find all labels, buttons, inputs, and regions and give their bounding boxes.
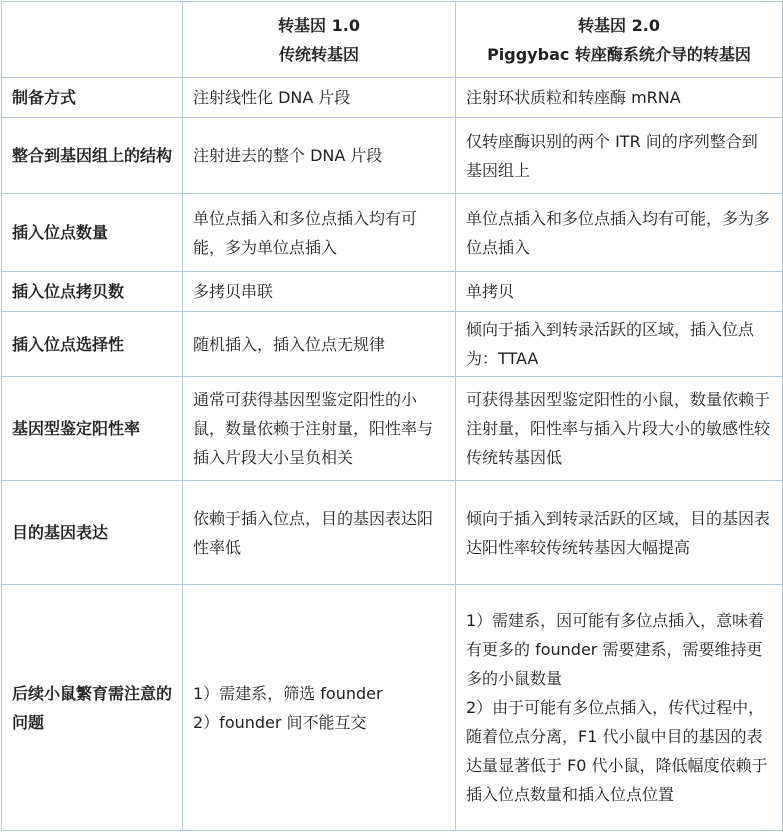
cell-transgenic-2: 单拷贝 [456, 272, 783, 312]
cell-transgenic-1 [183, 585, 456, 831]
cell-transgenic-1: 单位点插入和多位点插入均有可能，多为单位点插入 [183, 194, 456, 272]
cell-transgenic-1: 多拷贝串联 [183, 272, 456, 312]
row-label: 插入位点数量 [2, 194, 183, 272]
header-transgenic-2-subtitle: Piggybac 转座酶系统介导的转基因 [487, 44, 751, 64]
cell-transgenic-2: 单位点插入和多位点插入均有可能，多为多位点插入 [456, 194, 783, 272]
table-row [2, 78, 783, 118]
cell-transgenic-2: 倾向于插入到转录活跃的区域，插入位点为：TTAA [456, 312, 783, 377]
cell-transgenic-1: 随机插入，插入位点无规律 [183, 312, 456, 377]
table-row [2, 377, 783, 481]
cell-transgenic-1: 依赖于插入位点，目的基因表达阳性率低 [183, 481, 456, 585]
row-label: 后续小鼠繁育需注意的问题 [2, 585, 183, 831]
list-item: 1）需建系，因可能有多位点插入，意味着有更多的 founder 需要建系，需要维持更多的小鼠数量 [466, 611, 765, 688]
cell-transgenic-2: 注射环状质粒和转座酶 mRNA [456, 78, 783, 118]
row-label: 基因型鉴定阳性率 [2, 377, 183, 481]
row-label: 目的基因表达 [2, 481, 183, 585]
row-label: 插入位点选择性 [2, 312, 183, 377]
row-label: 制备方式 [2, 78, 183, 118]
comparison-table [1, 1, 783, 831]
table-row [2, 118, 783, 194]
list-item: 2）由于可能有多位点插入，传代过程中，随着位点分离，F1 代小鼠中目的基因的表达量显著低于 F0 代小鼠，降低幅度依赖于插入位点数量和插入位点位置 [466, 698, 768, 804]
cell-transgenic-2: 仅转座酶识别的两个 ITR 间的序列整合到基因组上 [456, 118, 783, 194]
row-label: 插入位点拷贝数 [2, 272, 183, 312]
table-row [2, 481, 783, 585]
list-item: 2）founder 间不能互交 [193, 712, 367, 732]
cell-transgenic-1: 注射进去的整个 DNA 片段 [183, 118, 456, 194]
header-row [2, 2, 783, 78]
header-transgenic-1-subtitle: 传统转基因 [278, 44, 359, 64]
list-item: 1）需建系，筛选 founder [193, 683, 383, 703]
header-transgenic-2-title: 转基因 2.0 [578, 15, 660, 35]
cell-transgenic-2: 倾向于插入到转录活跃的区域，目的基因表达阳性率较传统转基因大幅提高 [456, 481, 783, 585]
table-row [2, 194, 783, 272]
cell-transgenic-2 [456, 585, 783, 831]
table-row [2, 585, 783, 831]
header-transgenic-1-title: 转基因 1.0 [278, 15, 360, 35]
cell-transgenic-2: 可获得基因型鉴定阳性的小鼠，数量依赖于注射量，阳性率与插入片段大小的敏感性较传统转基因低 [456, 377, 783, 481]
row-label: 整合到基因组上的结构 [2, 118, 183, 194]
table-row [2, 312, 783, 377]
table-row [2, 272, 783, 312]
header-transgenic-2 [456, 2, 783, 78]
corner-cell [2, 2, 183, 78]
cell-transgenic-1: 注射线性化 DNA 片段 [183, 78, 456, 118]
header-transgenic-1 [183, 2, 456, 78]
cell-transgenic-1: 通常可获得基因型鉴定阳性的小鼠，数量依赖于注射量，阳性率与插入片段大小呈负相关 [183, 377, 456, 481]
